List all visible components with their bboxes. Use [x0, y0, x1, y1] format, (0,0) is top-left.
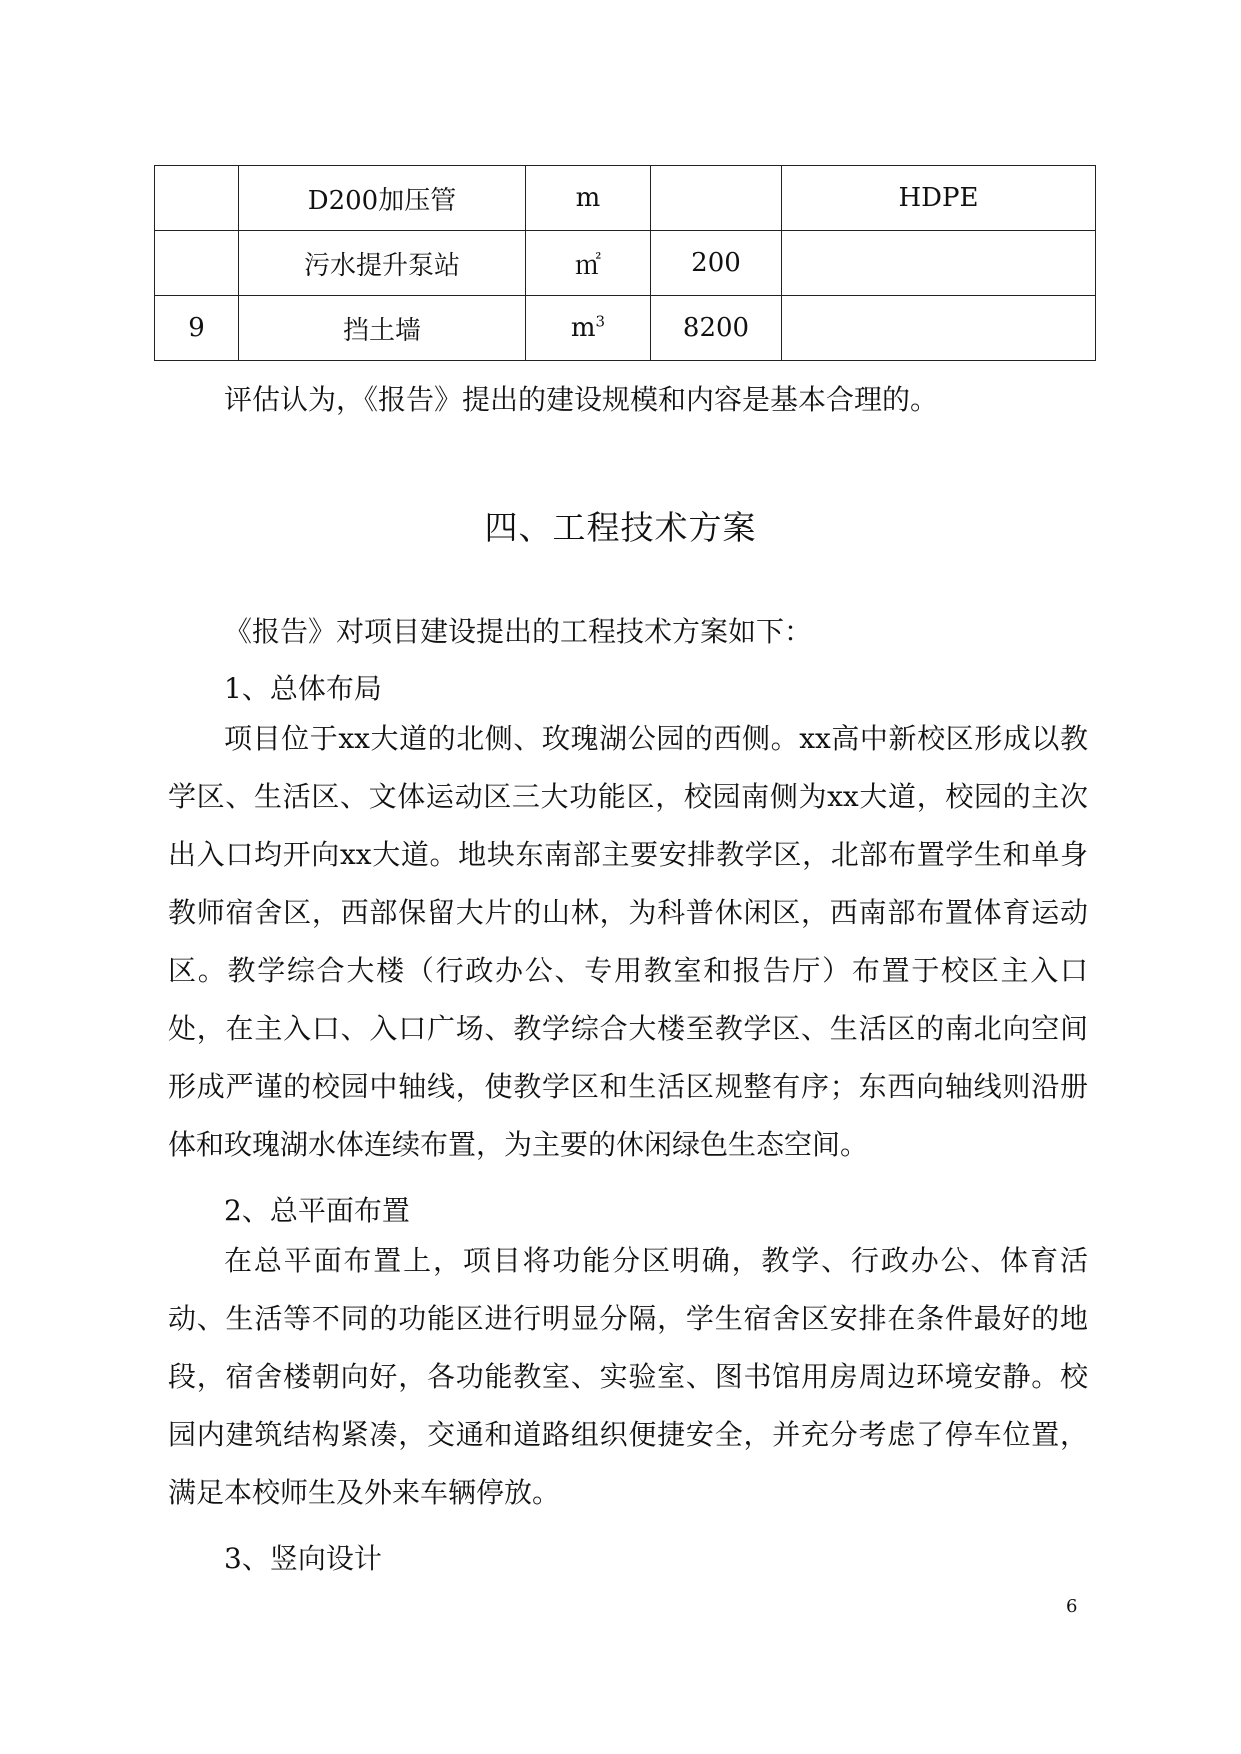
table-row — [155, 231, 1096, 296]
subsection-title-site-plan: 2、总平面布置 — [224, 1194, 410, 1227]
subsection-title-layout: 1、总体布局 — [224, 672, 382, 705]
cell-no: 9 — [155, 296, 239, 361]
cell-no — [155, 166, 239, 231]
paragraph-layout: 项目位于xx大道的北侧、玫瑰湖公园的西侧。xx高中新校区形成以教学区、生活区、文体运动区三大功能区，校园南侧为xx大道，校园的主次出入口均开向xx大道。地块东南部主要安排教学区，北部布置学生和单身教师宿舍区，西部保留大片的山林，为科普休闲区，西南部布置体育运动区。教学综合大楼（行政办公、专用教室和报告厅）布置于校区主入口处，在主入口、入口广场、教学综合大楼至教学区、生活区的南北向空间形成严谨的校园中轴线，使教学区和生活区规整有序；东西向轴线则沿册体和玫瑰湖水体连续布置，为主要的休闲绿色生态空间。 — [168, 722, 1088, 1161]
cell-note — [782, 296, 1096, 361]
cell-note — [782, 231, 1096, 296]
cell-unit: ㎡ — [526, 231, 651, 296]
cell-no — [155, 231, 239, 296]
section-title: 四、工程技术方案 — [484, 508, 757, 547]
cell-name: 污水提升泵站 — [239, 231, 526, 296]
intro-text: 《报告》对项目建设提出的工程技术方案如下： — [224, 615, 813, 648]
cell-name: D200加压管 — [239, 166, 526, 231]
cell-unit: m — [526, 166, 651, 231]
unit-base: m — [570, 313, 596, 343]
cell-note: HDPE — [782, 166, 1096, 231]
cell-qty — [651, 166, 782, 231]
quantity-table — [154, 165, 1096, 361]
cell-unit — [526, 296, 651, 361]
paragraph-site-plan: 在总平面布置上，项目将功能分区明确，教学、行政办公、体育活动、生活等不同的功能区进行明显分隔，学生宿舍区安排在条件最好的地段，宿舍楼朝向好，各功能教室、实验室、图书馆用房周边环境安静。校园内建筑结构紧凑，交通和道路组织便捷安全，并充分考虑了停车位置，满足本校师生及外来车辆停放。 — [168, 1244, 1088, 1509]
unit-superscript: 3 — [595, 312, 606, 331]
table-row — [155, 166, 1096, 231]
cell-qty: 200 — [651, 231, 782, 296]
conclusion-text: 评估认为，《报告》提出的建设规模和内容是基本合理的。 — [224, 383, 939, 416]
page-number: 6 — [1066, 1596, 1078, 1617]
table-row — [155, 296, 1096, 361]
cell-name: 挡土墙 — [239, 296, 526, 361]
cell-qty: 8200 — [651, 296, 782, 361]
subsection-title-vertical-design: 3、竖向设计 — [224, 1542, 382, 1575]
